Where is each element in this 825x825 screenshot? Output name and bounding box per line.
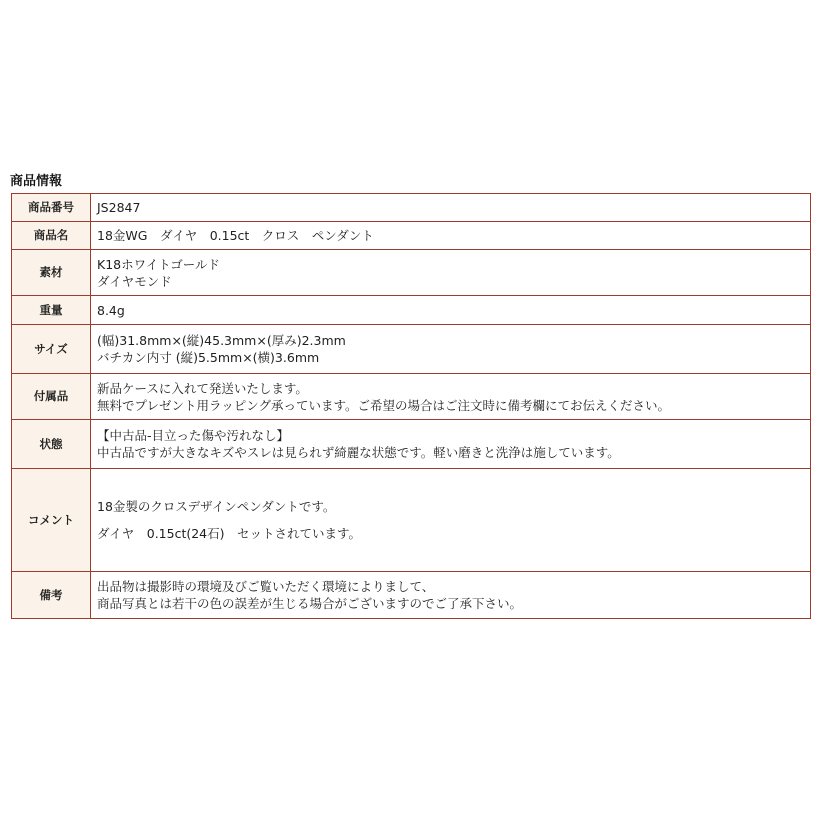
row-weight bbox=[12, 296, 811, 325]
label-accessories: 付属品 bbox=[12, 374, 91, 420]
value-line: 8.4g bbox=[97, 302, 125, 318]
row-material bbox=[12, 250, 811, 296]
label-condition: 状態 bbox=[12, 420, 91, 469]
value-line: ダイヤモンド bbox=[97, 273, 172, 289]
label-size: サイズ bbox=[12, 325, 91, 374]
value-line: ダイヤ 0.15ct(24石) セットされています。 bbox=[97, 526, 362, 541]
value-accessories bbox=[91, 374, 811, 420]
value-notes bbox=[91, 572, 811, 619]
row-condition bbox=[12, 420, 811, 469]
value-line: 無料でプレゼント用ラッピング承っています。ご希望の場合はご注文時に備考欄にてお伝えください。 bbox=[97, 397, 671, 413]
label-product-name: 商品名 bbox=[12, 222, 91, 250]
value-line: 【中古品-目立った傷や汚れなし】 bbox=[97, 428, 290, 443]
product-info-table bbox=[11, 193, 811, 619]
value-product-number bbox=[91, 194, 811, 222]
row-comment bbox=[12, 469, 811, 572]
label-material: 素材 bbox=[12, 250, 91, 296]
value-line: 18金WG ダイヤ 0.15ct クロス ペンダント bbox=[97, 228, 374, 243]
value-product-name bbox=[91, 222, 811, 250]
label-comment: コメント bbox=[12, 469, 91, 572]
value-line: バチカン内寸 (縦)5.5mm×(横)3.6mm bbox=[97, 350, 320, 365]
value-line: JS2847 bbox=[97, 200, 141, 215]
row-product-number bbox=[12, 194, 811, 222]
value-line: 新品ケースに入れて発送いたします。 bbox=[97, 380, 308, 396]
label-product-number: 商品番号 bbox=[12, 194, 91, 222]
value-line: 18金製のクロスデザインペンダントです。 bbox=[97, 499, 336, 514]
value-line: 中古品ですが大きなキズやスレは見られず綺麗な状態です。軽い磨きと洗浄は施しています。 bbox=[97, 445, 620, 460]
label-notes: 備考 bbox=[12, 572, 91, 619]
value-weight bbox=[91, 296, 811, 325]
row-notes bbox=[12, 572, 811, 619]
row-size bbox=[12, 325, 811, 374]
value-size bbox=[91, 325, 811, 374]
value-line: 商品写真とは若干の色の誤差が生じる場合がございますのでご了承下さい。 bbox=[97, 596, 523, 611]
section-title: 商品情報 bbox=[10, 174, 63, 189]
value-line: K18ホワイトゴールド bbox=[97, 256, 220, 272]
value-line: (幅)31.8mm×(縦)45.3mm×(厚み)2.3mm bbox=[97, 333, 346, 348]
value-material bbox=[91, 250, 811, 296]
value-comment bbox=[91, 469, 811, 572]
value-condition bbox=[91, 420, 811, 469]
label-weight: 重量 bbox=[12, 296, 91, 325]
row-product-name bbox=[12, 222, 811, 250]
row-accessories bbox=[12, 374, 811, 420]
value-line: 出品物は撮影時の環境及びご覧いただく環境によりまして、 bbox=[97, 579, 435, 594]
